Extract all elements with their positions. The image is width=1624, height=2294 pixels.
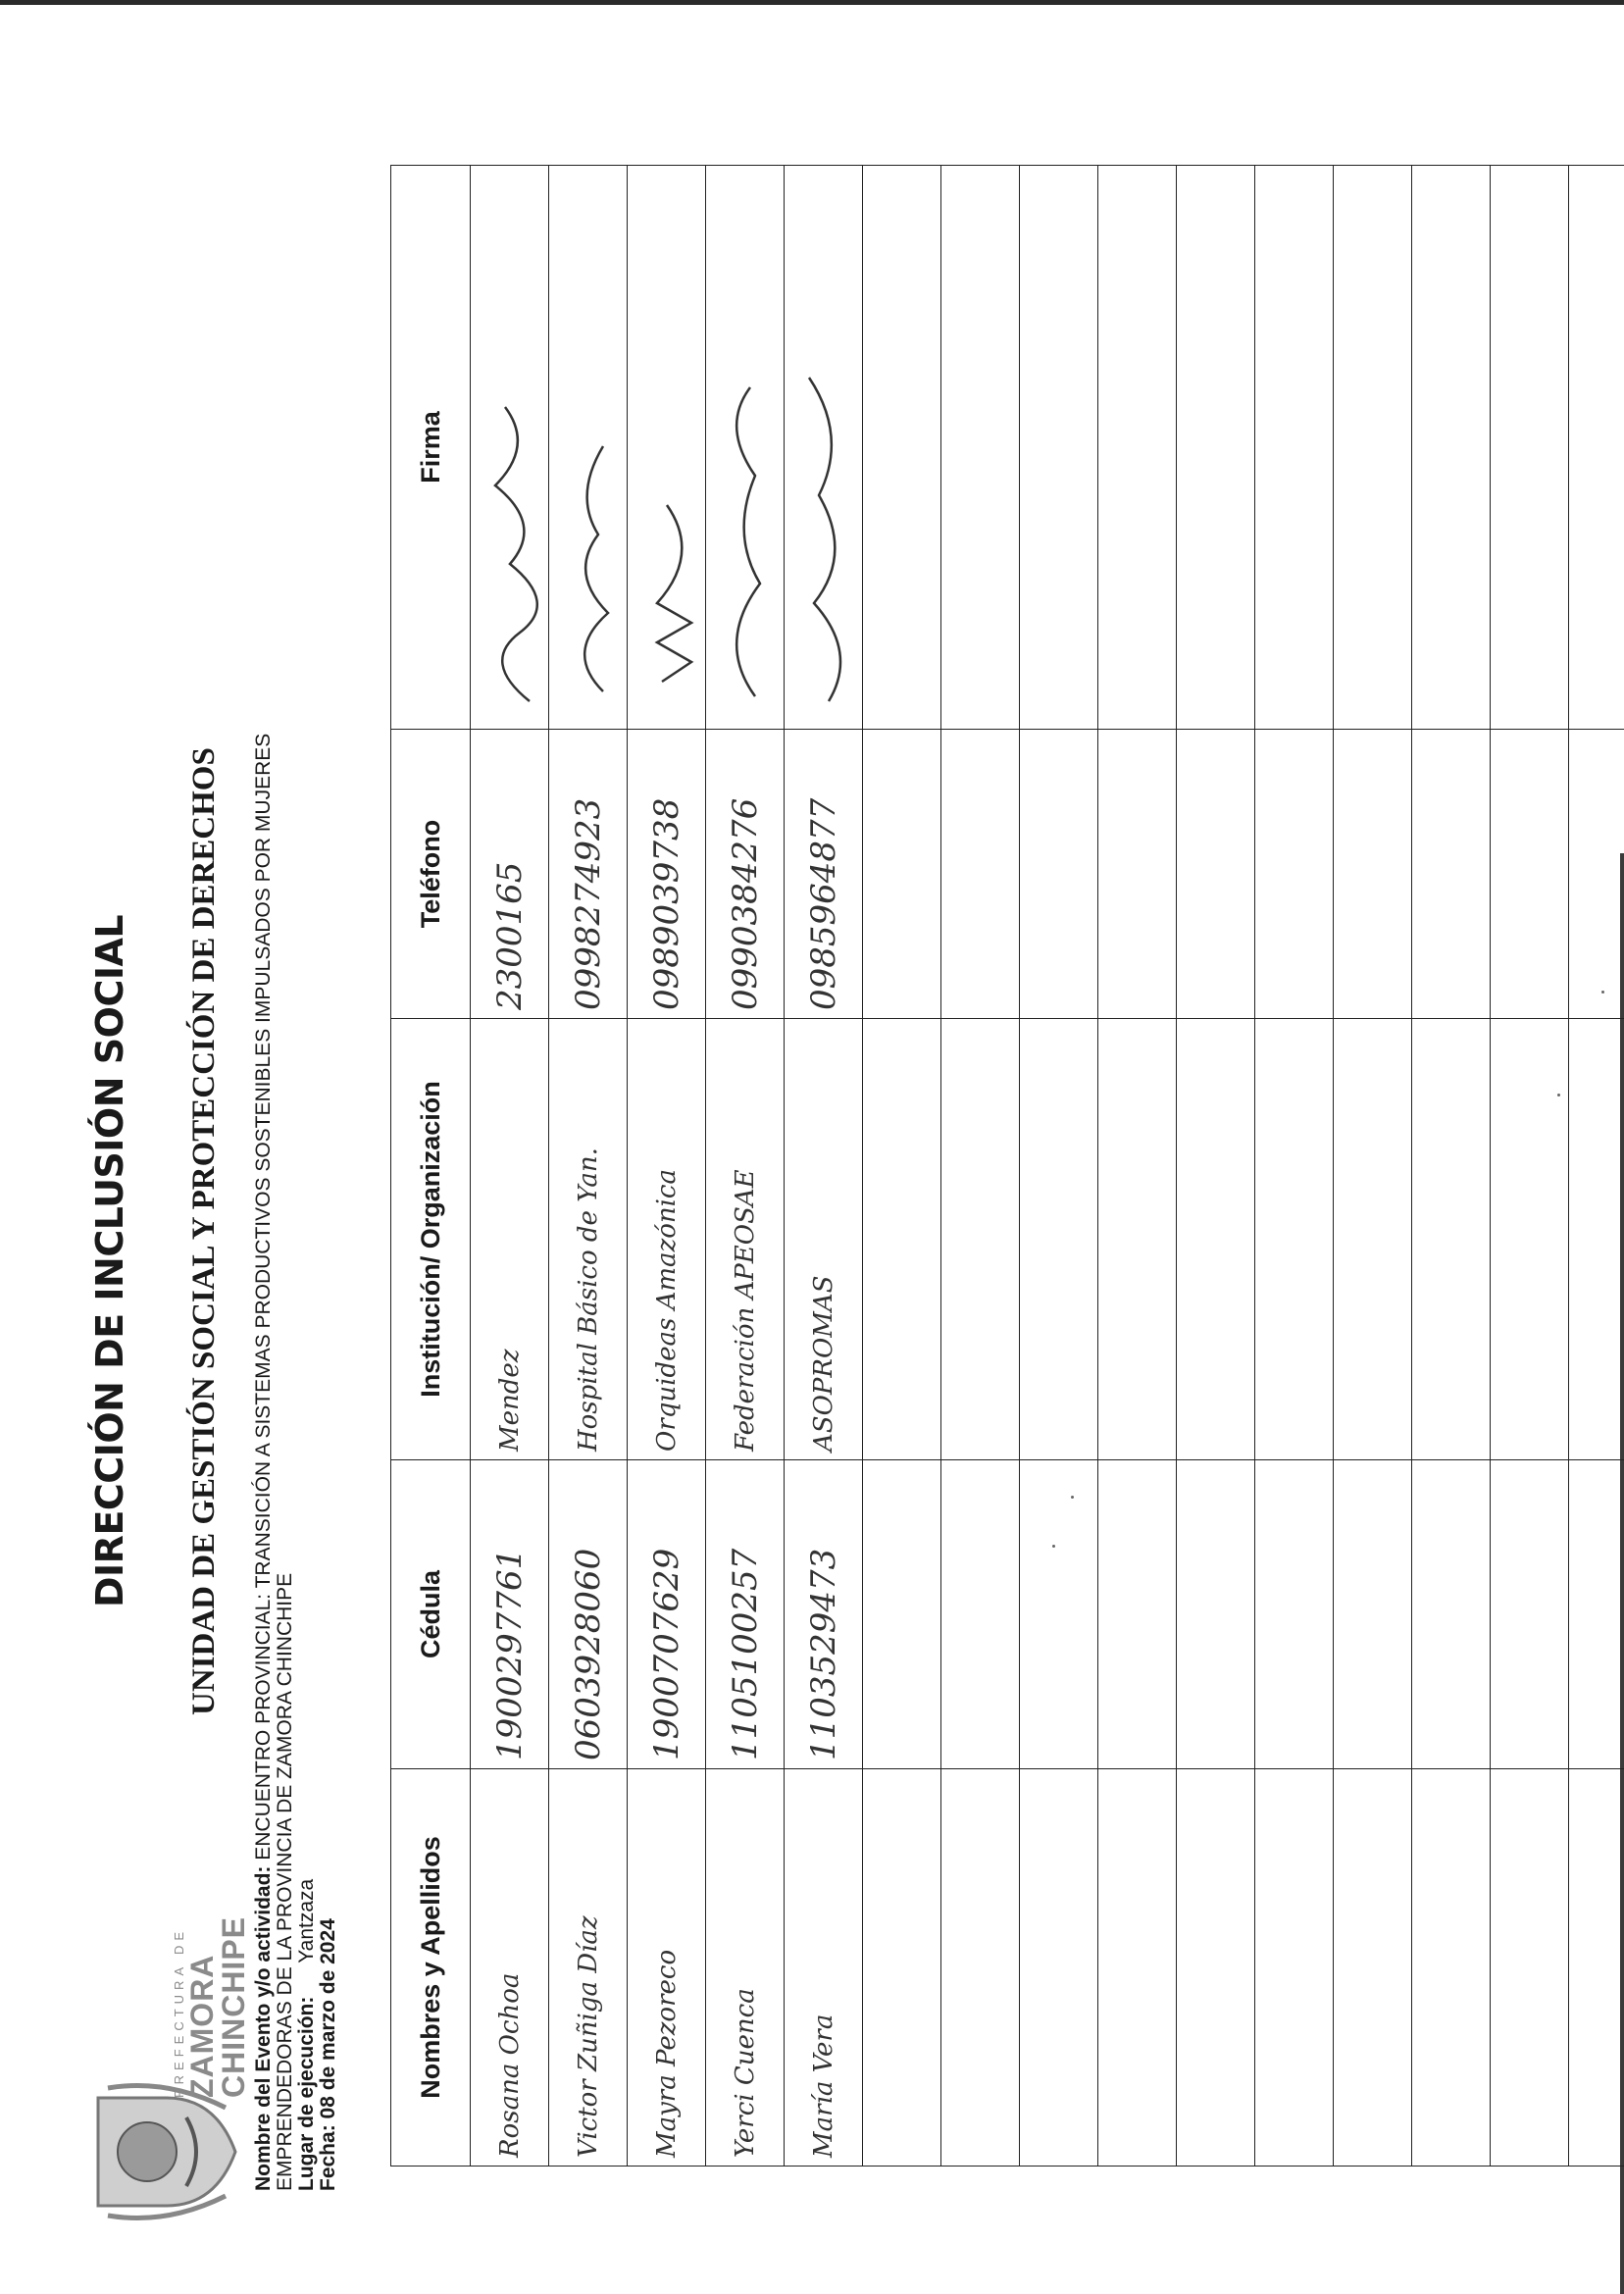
table-row (1334, 166, 1412, 2167)
cell-name (785, 1769, 863, 2167)
handwritten-signature (633, 368, 701, 721)
column-header-institution: Institución/ Organización (391, 1019, 471, 1460)
cell-phone (1098, 730, 1177, 1019)
cell-name (941, 1769, 1020, 2167)
cell-name-text: Yerci Cuenca (730, 1988, 760, 2158)
cell-signature (863, 166, 941, 730)
event-info (253, 328, 339, 2191)
column-header-cedula: Cédula (391, 1460, 471, 1769)
cell-signature (1334, 166, 1412, 730)
cell-name (1020, 1769, 1098, 2167)
brand-block (172, 1843, 249, 2098)
cell-name-text: María Vera (808, 2014, 838, 2158)
event-place-row (296, 328, 318, 2191)
cell-cedula-text: 1900297761 (489, 1548, 530, 1760)
cell-institution (941, 1019, 1020, 1460)
brand-prefecture-label: PREFECTURA DE (172, 1926, 186, 2098)
cell-cedula (785, 1460, 863, 1769)
cell-cedula-text: 1900707629 (646, 1548, 686, 1760)
cell-cedula (1334, 1460, 1412, 1769)
cell-phone (1412, 730, 1491, 1019)
event-name-row (253, 328, 275, 2191)
cell-name-text: Victor Zuñiga Díaz (573, 1915, 603, 2158)
cell-cedula (863, 1460, 941, 1769)
cell-phone (1334, 730, 1412, 1019)
cell-institution (1020, 1019, 1098, 1460)
cell-institution (1098, 1019, 1177, 1460)
table-row (1020, 166, 1098, 2167)
event-date: Fecha: 08 de marzo de 2024 (317, 1918, 339, 2191)
handwritten-signature (711, 368, 780, 721)
zamora-chinchipe-seal-logo (78, 2078, 245, 2225)
cell-institution (1177, 1019, 1255, 1460)
table-row (1569, 166, 1624, 2167)
table-row (1098, 166, 1177, 2167)
cell-cedula (1177, 1460, 1255, 1769)
event-name-line2: EMPRENDEDORAS DE LA PROVINCIA DE ZAMORA CHINCHIPE (274, 1572, 296, 2191)
event-name-value: ENCUENTRO PROVINCIAL: TRANSICIÓN A SISTEMAS PRODUCTIVOS SOSTENIBLES IMPULSADOS POR MUJERES (252, 733, 275, 1861)
cell-institution (1255, 1019, 1334, 1460)
cell-phone (1177, 730, 1255, 1019)
event-name-label: Nombre del Evento y/o actividad: (252, 1865, 275, 2191)
cell-institution (549, 1019, 628, 1460)
cell-institution (706, 1019, 785, 1460)
cell-phone (1569, 730, 1624, 1019)
cell-phone (1020, 730, 1098, 1019)
table-row (706, 166, 785, 2167)
cell-signature (1569, 166, 1624, 730)
table-row (1412, 166, 1491, 2167)
cell-institution (1412, 1019, 1491, 1460)
cell-institution (863, 1019, 941, 1460)
cell-institution-text: Hospital Básico de Yan. (573, 1147, 603, 1452)
cell-institution (1569, 1019, 1624, 1460)
attendance-rows (471, 166, 1624, 2167)
cell-signature (628, 166, 706, 730)
attendance-table (390, 165, 1624, 2167)
table-row (1177, 166, 1255, 2167)
cell-name (1569, 1769, 1624, 2167)
column-header-names: Nombres y Apellidos (391, 1769, 471, 2167)
cell-name-text: Rosana Ochoa (494, 1972, 525, 2158)
table-row (863, 166, 941, 2167)
cell-cedula (941, 1460, 1020, 1769)
column-header-phone: Teléfono (391, 730, 471, 1019)
table-row (941, 166, 1020, 2167)
cell-signature (1255, 166, 1334, 730)
cell-phone (471, 730, 549, 1019)
cell-cedula (549, 1460, 628, 1769)
cell-institution-text: Federación APEOSAE (730, 1169, 760, 1452)
cell-signature (1491, 166, 1569, 730)
brand-name-line2: CHINCHIPE (216, 1915, 251, 2098)
cell-cedula (706, 1460, 785, 1769)
cell-cedula (1412, 1460, 1491, 1769)
cell-name-text: Mayra Pezoreco (651, 1949, 682, 2158)
cell-signature (1177, 166, 1255, 730)
cell-name (1412, 1769, 1491, 2167)
cell-name (1098, 1769, 1177, 2167)
handwritten-signature (476, 368, 544, 721)
cell-cedula (471, 1460, 549, 1769)
cell-name (863, 1769, 941, 2167)
cell-signature (471, 166, 549, 730)
cell-name (1491, 1769, 1569, 2167)
table-header-row (391, 166, 471, 2167)
cell-cedula (1098, 1460, 1177, 1769)
event-place-value: Yantzaza (295, 1878, 318, 1963)
cell-phone (941, 730, 1020, 1019)
cell-institution (471, 1019, 549, 1460)
cell-signature (785, 166, 863, 730)
cell-signature (549, 166, 628, 730)
table-row (1255, 166, 1334, 2167)
cell-institution-text: Orquideas Amazónica (651, 1169, 682, 1452)
table-row (628, 166, 706, 2167)
cell-name (706, 1769, 785, 2167)
page-title: DIRECCIÓN DE INCLUSIÓN SOCIAL (88, 914, 131, 1607)
handwritten-signature (789, 368, 858, 721)
cell-name (1334, 1769, 1412, 2167)
cell-signature (941, 166, 1020, 730)
handwritten-signature (554, 368, 623, 721)
cell-name (1177, 1769, 1255, 2167)
cell-cedula-text: 0603928060 (568, 1548, 608, 1760)
table-row (785, 166, 863, 2167)
table-row (1491, 166, 1569, 2167)
cell-phone-text: 0989039738 (646, 797, 686, 1010)
cell-signature (706, 166, 785, 730)
cell-cedula-text: 1105100257 (725, 1548, 765, 1760)
cell-institution (1491, 1019, 1569, 1460)
cell-phone-text: 0990384276 (725, 797, 765, 1010)
cell-institution (1334, 1019, 1412, 1460)
cell-phone-text: 0998274923 (568, 797, 608, 1010)
table-row (471, 166, 549, 2167)
cell-phone (1255, 730, 1334, 1019)
cell-name (471, 1769, 549, 2167)
cell-phone (549, 730, 628, 1019)
cell-institution-text: ASOPROMAS (808, 1275, 838, 1452)
cell-phone (628, 730, 706, 1019)
cell-cedula (1020, 1460, 1098, 1769)
page-subtitle: UNIDAD DE GESTIÓN SOCIAL Y PROTECCIÓN DE DERECHOS (186, 747, 222, 1715)
cell-phone (1491, 730, 1569, 1019)
cell-institution (628, 1019, 706, 1460)
cell-cedula (628, 1460, 706, 1769)
cell-cedula (1569, 1460, 1624, 1769)
cell-signature (1412, 166, 1491, 730)
event-place-label: Lugar de ejecución: (295, 1996, 318, 2191)
cell-name (628, 1769, 706, 2167)
cell-institution-text: Mendez (494, 1349, 525, 1452)
cell-signature (1020, 166, 1098, 730)
cell-phone-text: 2300165 (489, 861, 530, 1010)
cell-cedula (1491, 1460, 1569, 1769)
cell-phone (785, 730, 863, 1019)
cell-cedula-text: 1103529473 (803, 1548, 843, 1760)
table-row (549, 166, 628, 2167)
cell-cedula (1255, 1460, 1334, 1769)
cell-name (549, 1769, 628, 2167)
cell-phone (863, 730, 941, 1019)
cell-phone-text: 0985964877 (803, 797, 843, 1010)
cell-institution (785, 1019, 863, 1460)
column-header-signature: Firma (391, 166, 471, 730)
brand-name-line1: ZAMORA (184, 1954, 220, 2098)
cell-phone (706, 730, 785, 1019)
cell-name (1255, 1769, 1334, 2167)
cell-signature (1098, 166, 1177, 730)
